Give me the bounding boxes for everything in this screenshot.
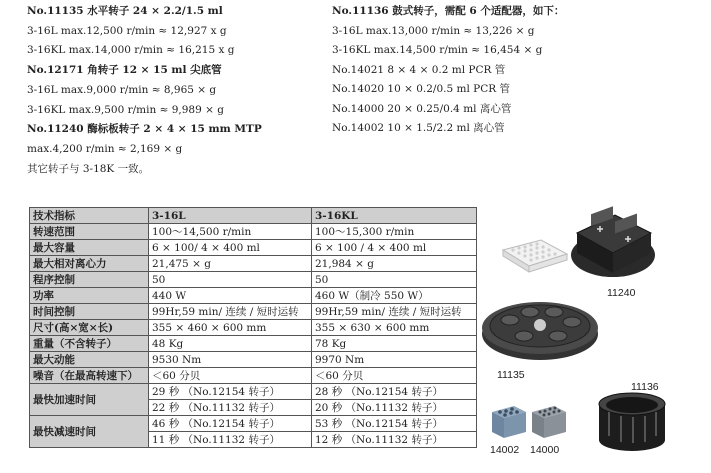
table-row bbox=[30, 416, 477, 432]
row-value: 53 秒 （No.12154 转子） bbox=[312, 416, 477, 432]
row-value: 48 Kg bbox=[149, 336, 312, 352]
table-row bbox=[30, 368, 477, 384]
header-cell: 3-16L bbox=[149, 208, 312, 224]
right-line: No.14002 10 × 1.5/2.2 ml 离心管 bbox=[332, 122, 505, 134]
row-value: 6 × 100/ 4 × 400 ml bbox=[149, 240, 312, 256]
table-row bbox=[30, 288, 477, 304]
caption-14002: 14002 bbox=[490, 444, 520, 456]
row-label: 尺寸(高×宽×长) bbox=[30, 320, 149, 336]
left-line: No.12171 角转子 12 × 15 ml 尖底管 bbox=[27, 64, 222, 77]
rotor-11135-image bbox=[480, 290, 600, 365]
table-row bbox=[30, 224, 477, 240]
row-value: 20 秒 （No.11132 转子） bbox=[312, 400, 477, 416]
rotor-11136-image bbox=[595, 392, 670, 454]
row-label: 最大相对离心力 bbox=[30, 256, 149, 272]
table-row bbox=[30, 304, 477, 320]
spec-table bbox=[29, 207, 477, 448]
row-label: 最快加速时间 bbox=[30, 384, 149, 416]
row-value: 12 秒 （No.11132 转子） bbox=[312, 432, 477, 448]
row-value: 355 × 630 × 600 mm bbox=[312, 320, 477, 336]
row-value: 99Hr,59 min/ 连续 / 短时运转 bbox=[149, 304, 312, 320]
right-line: No.14000 20 × 0.25/0.4 ml 离心管 bbox=[332, 102, 512, 115]
right-line: 3-16KL max.14,500 r/min ≈ 16,454 × g bbox=[332, 44, 543, 56]
caption-11136: 11136 bbox=[631, 381, 659, 393]
row-label: 时间控制 bbox=[30, 304, 149, 320]
row-value: 50 bbox=[312, 272, 477, 288]
row-value: ＜60 分贝 bbox=[149, 368, 312, 384]
row-value: 46 秒 （No.12154 转子） bbox=[149, 416, 312, 432]
row-value: 355 × 460 × 600 mm bbox=[149, 320, 312, 336]
table-row bbox=[30, 320, 477, 336]
table-header-row bbox=[30, 208, 477, 224]
row-label: 转速范围 bbox=[30, 224, 149, 240]
row-value: 28 秒 （No.12154 转子） bbox=[312, 384, 477, 400]
table-row bbox=[30, 352, 477, 368]
left-line: max.4,200 r/min ≈ 2,169 × g bbox=[27, 142, 183, 155]
row-label: 最大动能 bbox=[30, 352, 149, 368]
table-row bbox=[30, 384, 477, 400]
row-value: 9530 Nm bbox=[149, 352, 312, 368]
row-value: 11 秒 （No.11132 转子） bbox=[149, 432, 312, 448]
row-value: 22 秒 （No.11132 转子） bbox=[149, 400, 312, 416]
adapter-14002-image bbox=[488, 402, 530, 442]
row-value: 21,984 × g bbox=[312, 256, 477, 272]
row-value: 99Hr,59 min/ 连续 / 短时运转 bbox=[312, 304, 477, 320]
row-value: ＜60 分贝 bbox=[312, 368, 477, 384]
caption-14000: 14000 bbox=[530, 444, 560, 456]
left-line: 其它转子与 3-18K 一致。 bbox=[27, 162, 150, 175]
left-line: No.11135 水平转子 24 × 2.2/1.5 ml bbox=[27, 5, 223, 17]
row-label: 最大容量 bbox=[30, 240, 149, 256]
row-value: 50 bbox=[149, 272, 312, 288]
row-value: 78 Kg bbox=[312, 336, 477, 352]
left-line: No.11240 酶标板转子 2 × 4 × 15 mm MTP bbox=[27, 123, 262, 136]
table-row bbox=[30, 240, 477, 256]
row-label: 程序控制 bbox=[30, 272, 149, 288]
row-value: 9970 Nm bbox=[312, 352, 477, 368]
rotor-11240-image bbox=[567, 203, 659, 285]
table-row bbox=[30, 336, 477, 352]
right-line: No.11136 鼓式转子，需配 6 个适配器，如下： bbox=[332, 5, 565, 17]
row-label: 最快减速时间 bbox=[30, 416, 149, 448]
header-cell: 技术指标 bbox=[30, 208, 149, 224]
row-value: 460 W（制冷 550 W） bbox=[312, 288, 477, 304]
left-line: 3-16L max.12,500 r/min ≈ 12,927 x g bbox=[27, 24, 227, 37]
row-label: 重量（不含转子） bbox=[30, 336, 149, 352]
caption-11135: 11135 bbox=[497, 369, 525, 381]
left-line: 3-16KL max.9,500 r/min ≈ 9,989 × g bbox=[27, 103, 224, 116]
row-value: 100～15,300 r/min bbox=[312, 224, 477, 240]
microplate-image bbox=[497, 230, 572, 280]
table-row bbox=[30, 256, 477, 272]
right-line: No.14021 8 × 4 × 0.2 ml PCR 管 bbox=[332, 63, 506, 76]
caption-11240: 11240 bbox=[607, 287, 636, 299]
right-line: 3-16L max.13,000 r/min ≈ 13,226 × g bbox=[332, 24, 535, 37]
row-label: 噪音（在最高转速下） bbox=[30, 368, 149, 384]
header-cell: 3-16KL bbox=[312, 208, 477, 224]
row-value: 21,475 × g bbox=[149, 256, 312, 272]
right-line: No.14020 10 × 0.2/0.5 ml PCR 管 bbox=[332, 83, 511, 95]
row-value: 440 W bbox=[149, 288, 312, 304]
left-line: 3-16L max.9,000 r/min ≈ 8,965 × g bbox=[27, 83, 217, 96]
row-value: 6 × 100 / 4 × 400 ml bbox=[312, 240, 477, 256]
row-label: 功率 bbox=[30, 288, 149, 304]
row-value: 29 秒 （No.12154 转子） bbox=[149, 384, 312, 400]
table-row bbox=[30, 272, 477, 288]
adapter-14000-image bbox=[528, 402, 570, 442]
row-value: 100～14,500 r/min bbox=[149, 224, 312, 240]
left-line: 3-16KL max.14,000 r/min ≈ 16,215 x g bbox=[27, 44, 235, 57]
